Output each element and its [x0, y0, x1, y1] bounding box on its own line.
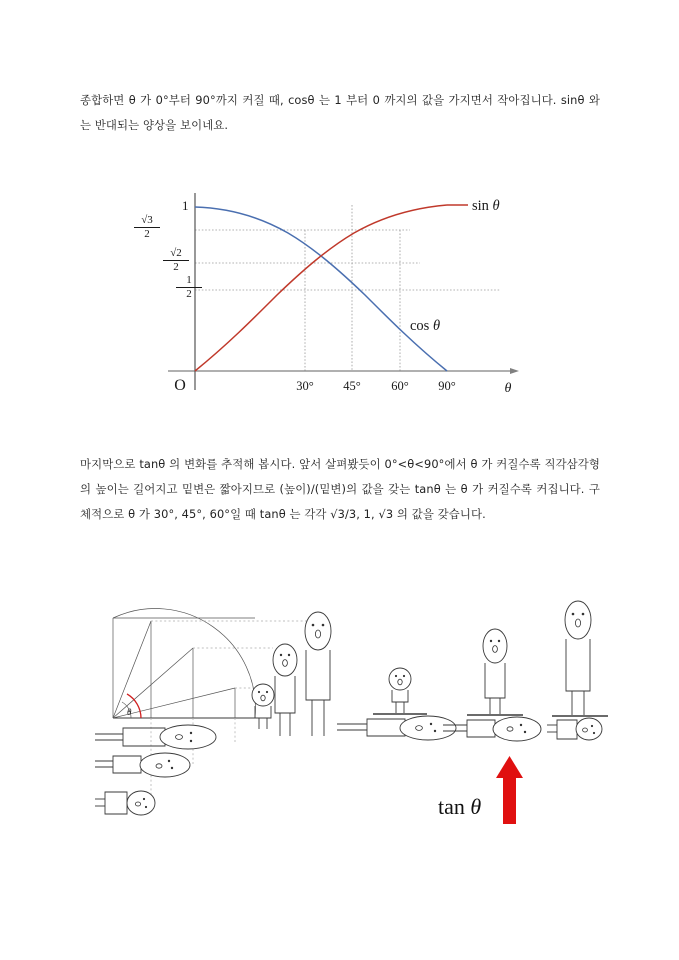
y-tick-1-over-2	[176, 275, 202, 300]
cos-curve-label	[410, 318, 440, 334]
sin-curve-label	[472, 198, 500, 214]
sin-cos-chart	[110, 175, 570, 410]
cos-label-fn: cos	[410, 318, 430, 334]
left-shadow-long	[95, 725, 216, 749]
cos-curve	[195, 207, 447, 371]
sin-label-var: θ	[492, 198, 500, 214]
left-shadow-medium	[95, 753, 190, 777]
right-shadow-medium	[443, 717, 541, 741]
left-panel-geometry	[113, 609, 255, 718]
y-tick-1: 1	[182, 198, 189, 213]
tan-theta-label	[438, 794, 481, 820]
tan-up-arrow-icon	[496, 756, 523, 824]
angle-theta-symbol: θ	[127, 707, 132, 717]
right-figure-tall	[565, 601, 591, 715]
right-shadow-short	[547, 718, 602, 740]
right-figure-medium	[483, 629, 507, 714]
left-figure-tall	[305, 612, 331, 736]
y-tick-sqrt2-denominator: 2	[173, 260, 179, 273]
x-tick-45: 45°	[343, 379, 361, 393]
x-tick-30: 30°	[296, 379, 314, 393]
tan-label-fn: tan	[438, 794, 465, 819]
paragraph-cos-summary: 종합하면 θ 가 0°부터 90°까지 커질 때, cosθ 는 1 부터 0 까지의 값을 가지면서 작아집니다. sinθ 와는 반대되는 양상을 보이네요.	[80, 93, 600, 132]
right-shadow-long	[337, 716, 456, 740]
x-axis-label: θ	[504, 381, 512, 396]
cos-label-var: θ	[432, 318, 441, 334]
x-tick-60: 60°	[391, 379, 409, 393]
x-axis-arrow-icon	[510, 368, 519, 374]
x-tick-90: 90°	[438, 379, 456, 393]
left-shadow-short	[95, 791, 155, 815]
right-figure-short	[389, 668, 411, 713]
y-tick-half-numerator: 1	[176, 275, 202, 288]
left-figure-short	[252, 684, 274, 729]
tan-illustration	[95, 596, 615, 856]
y-tick-sqrt3-denominator: 2	[144, 227, 150, 240]
left-figure-medium	[273, 644, 297, 736]
y-tick-sqrt2-over-2	[163, 248, 189, 273]
tan-illustration-svg	[95, 596, 615, 856]
tan-label-var: θ	[470, 794, 482, 819]
y-tick-sqrt2-numerator: √2	[163, 248, 189, 261]
chart-gridlines	[195, 205, 500, 371]
chart-origin-label: O	[174, 377, 186, 394]
y-tick-sqrt3-over-2	[134, 215, 160, 240]
y-tick-sqrt3-numerator: √3	[134, 215, 160, 228]
y-tick-half-denominator: 2	[186, 287, 192, 300]
sin-label-fn: sin	[472, 198, 489, 214]
paragraph-tan-explanation: 마지막으로 tanθ 의 변화를 추적해 봅시다. 앞서 살펴봤듯이 0°<θ<90°에서 θ 가 커질수록 직각삼각형의 높이는 길어지고 밑변은 짧아지므로 (높이)/(밑변)의 값을 갖는 tanθ 는 θ 가 커질수록 커집니다. 구체적으로 θ 가 30°, 45°, 60°일 때 tanθ 는 각각 √3/3, 1, √3 의 값을 갖습니다.	[80, 457, 600, 521]
